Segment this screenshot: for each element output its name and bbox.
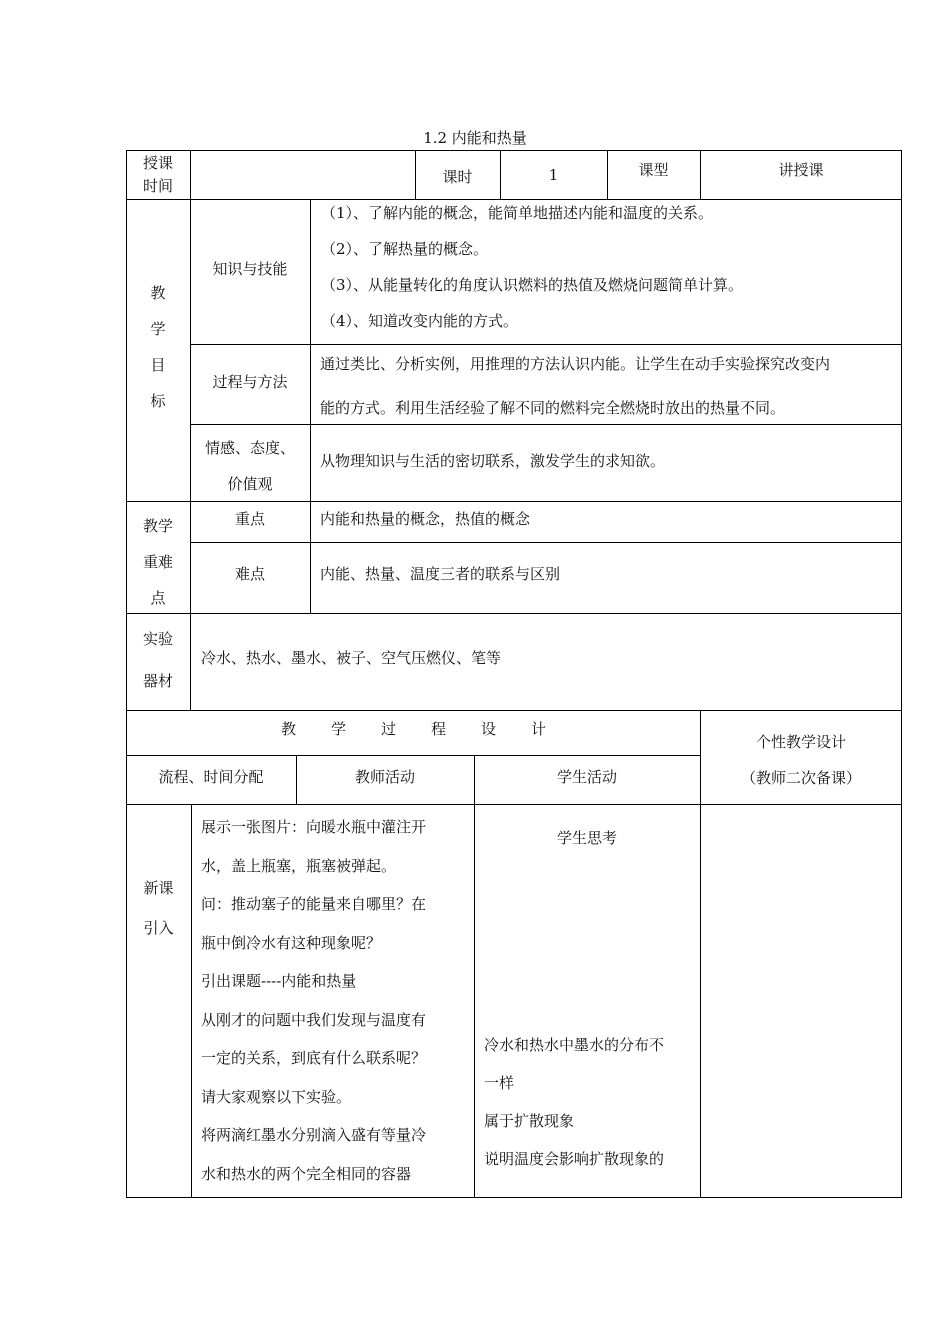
- list-item: （4）、知道改变内能的方式。: [321, 312, 519, 330]
- difficult-point-text: 内能、热量、温度三者的联系与区别: [320, 565, 561, 583]
- col-divider: [191, 804, 192, 1198]
- row-divider: [190, 542, 902, 543]
- equipment-label: 实验 器材: [142, 630, 173, 690]
- list-item: （3）、从能量转化的角度认识燃料的热值及燃烧问题简单计算。: [321, 276, 744, 294]
- lesson-type-value: 讲授课: [778, 161, 824, 179]
- equipment-text: 冷水、热水、墨水、被子、空气压燃仪、笔等: [201, 649, 502, 667]
- emotion-values-label: 情感、态度、 价值观: [204, 439, 295, 493]
- col-divider: [474, 755, 475, 1198]
- row-divider: [126, 804, 902, 805]
- teaching-time-label: 授课 时间: [142, 154, 173, 195]
- process-method-text: 通过类比、分析实例，用推理的方法认识内能。让学生在动手实验探究改变内 能的方式。利用生活经验了解不同的燃料完全燃烧时放出的热量不同。: [320, 355, 831, 417]
- teacher-activity-text: 展示一张图片：向暖水瓶中灌注开 水，盖上瓶塞，瓶塞被弹起。 问：推动塞子的能量来自哪里？在 瓶中倒冷水有这种现象呢？ 引出课题----内能和热量 从刚才的问题中我们发现与温度有 一定的关系，到底有什么联系呢？ 请大家观察以下实验。 将两滴红墨水分别滴入盛有等量冷 水和热水的两个完全相同的容器: [201, 818, 427, 1183]
- key-point-label: 重点: [234, 510, 265, 528]
- knowledge-skill-label: 知识与技能: [212, 260, 288, 278]
- column-header-student: 学生活动: [556, 768, 617, 786]
- page-title: 1.2 内能和热量: [423, 129, 527, 147]
- column-header-flow: 流程、时间分配: [158, 768, 264, 786]
- lesson-count-value: 1: [548, 166, 559, 184]
- column-header-teacher: 教师活动: [354, 768, 415, 786]
- intro-label: 新课 引入: [143, 879, 174, 937]
- col-divider: [310, 199, 311, 613]
- process-design-heading: 教 学 过 程 设 计: [281, 720, 547, 738]
- difficult-point-label: 难点: [234, 565, 265, 583]
- emotion-values-text: 从物理知识与生活的密切联系，激发学生的求知欲。: [320, 452, 666, 470]
- teaching-goals-label: 教 学 目 标: [150, 284, 166, 410]
- row-divider: [126, 755, 700, 756]
- list-item: （2）、了解热量的概念。: [321, 240, 489, 258]
- lesson-type-label: 课型: [638, 161, 669, 179]
- row-divider: [126, 613, 902, 614]
- process-method-label: 过程与方法: [212, 373, 288, 391]
- key-point-text: 内能和热量的概念，热值的概念: [320, 510, 531, 528]
- personal-design-label: 个性教学设计 （教师二次备课）: [740, 733, 861, 787]
- student-activity-text: 冷水和热水中墨水的分布不 一样 属于扩散现象 说明温度会影响扩散现象的: [484, 1036, 665, 1168]
- lesson-count-label: 课时: [442, 168, 473, 186]
- key-difficult-label: 教学 重难 点: [142, 517, 173, 607]
- knowledge-skill-list: [321, 195, 743, 339]
- row-divider: [126, 710, 902, 711]
- student-think-text: 学生思考: [556, 829, 617, 847]
- list-item: （1）、了解内能的概念，能简单地描述内能和温度的关系。: [321, 204, 714, 222]
